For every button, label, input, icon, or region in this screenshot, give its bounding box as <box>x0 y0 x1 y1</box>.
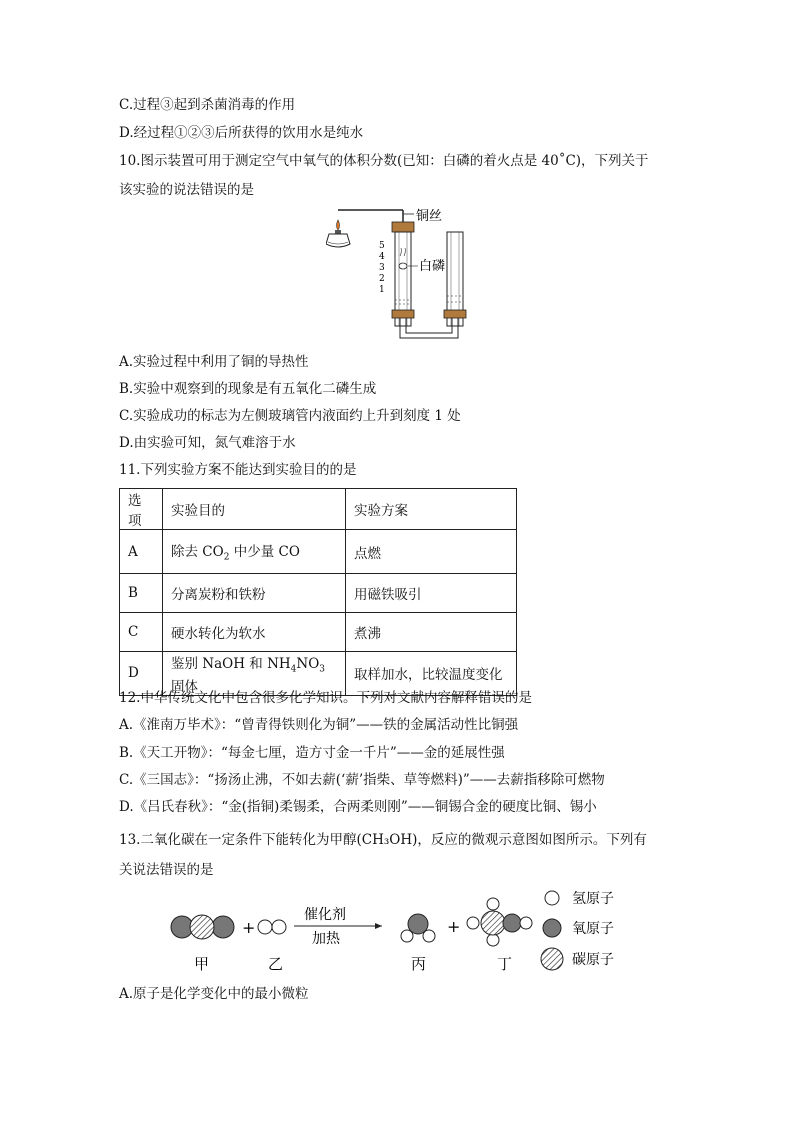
question-12: 12.中华传统文化中包含很多化学知识。下列对文献内容解释错误的是 <box>119 690 532 706</box>
table-header: 选项 <box>120 489 163 530</box>
table-cell-goal: 鉴别 NaOH 和 $NH_4NO_3$ 固体 <box>163 652 346 696</box>
copper-wire-label: 铜丝 <box>416 209 443 224</box>
table-header: 实验方案 <box>346 489 517 530</box>
table-row <box>120 613 517 652</box>
scale-5: 5 <box>379 241 385 251</box>
phosphorus-label: 白磷 <box>419 259 446 274</box>
table-header: 实验目的 <box>163 489 346 530</box>
option-b12: B.《天工开物》：“每金七厘，造方寸金一千片”——金的延展性强 <box>119 745 505 761</box>
alcohol-lamp-icon <box>326 220 350 247</box>
table-cell-option: A <box>120 530 163 574</box>
label-yi: 乙 <box>268 955 284 973</box>
question-10-line1: 10.图示装置可用于测定空气中氧气的体积分数(已知：白磷的着火点是 40˚C)，下列关于 <box>119 153 649 169</box>
svg-text:+: + <box>447 917 461 936</box>
label-jia: 甲 <box>194 955 210 973</box>
table-cell-goal: 分离炭粉和铁粉 <box>163 574 346 613</box>
left-glass-tube <box>392 222 414 326</box>
legend-carbon: 碳原子 <box>572 952 614 968</box>
right-glass-tube <box>444 232 466 326</box>
scale-4: 4 <box>379 252 385 262</box>
option-a12: A.《淮南万毕术》：“曾青得铁则化为铜”——铁的金属活动性比铜强 <box>119 717 519 733</box>
table-row <box>120 530 517 574</box>
table-row <box>120 574 517 613</box>
oxygen-apparatus-diagram <box>326 206 496 348</box>
table-cell-method: 取样加水，比较温度变化 <box>346 652 517 696</box>
white-phosphorus <box>399 263 407 269</box>
legend-oxygen: 氧原子 <box>572 921 614 937</box>
option-d10: D.由实验可知，氮气难溶于水 <box>119 435 296 451</box>
h2-molecule <box>258 920 286 934</box>
catalyst-label: 催化剂 <box>304 907 346 923</box>
table-cell-option: B <box>120 574 163 613</box>
scale-3: 3 <box>379 263 385 273</box>
heat-label: 加热 <box>312 931 340 947</box>
table-cell-method: 用磁铁吸引 <box>346 574 517 613</box>
experiment-table <box>119 488 517 696</box>
question-11: 11.下列实验方案不能达到实验目的的是 <box>119 462 357 478</box>
legend <box>541 891 614 970</box>
option-d9: D.经过程①②③后所获得的饮用水是纯水 <box>119 125 364 141</box>
option-a13: A.原子是化学变化中的最小微粒 <box>119 986 309 1002</box>
svg-text:+: + <box>242 918 256 937</box>
table-cell-method: 点燃 <box>346 530 517 574</box>
option-c9: C.过程③起到杀菌消毒的作用 <box>119 97 296 113</box>
h2o-molecule <box>401 914 435 942</box>
option-a10: A.实验过程中利用了铜的导热性 <box>119 354 309 370</box>
table-cell-option: D <box>120 652 163 696</box>
question-13-line2: 关说法错误的是 <box>119 862 214 878</box>
option-c12: C.《三国志》：“扬汤止沸，不如去薪(‘薪’指柴、草等燃料)”——去薪指移除可燃物 <box>119 772 605 788</box>
question-10-line2: 该实验的说法错误的是 <box>119 182 254 198</box>
reaction-micro-diagram <box>160 884 640 984</box>
scale-1: 1 <box>379 285 385 295</box>
question-13-line1: 13.二氧化碳在一定条件下能转化为甲醇(CH₃OH)，反应的微观示意图如图所示。下列有 <box>119 832 647 848</box>
table-cell-method: 煮沸 <box>346 613 517 652</box>
methanol-molecule <box>467 898 532 946</box>
legend-hydrogen: 氢原子 <box>572 891 614 907</box>
table-cell-goal: 除去 $CO_2$ 中少量 CO <box>163 530 346 574</box>
table-cell-option: C <box>120 613 163 652</box>
table-header-row <box>120 489 517 530</box>
co2-molecule <box>171 915 234 939</box>
table-cell-goal: 硬水转化为软水 <box>163 613 346 652</box>
option-b10: B.实验中观察到的现象是有五氧化二磷生成 <box>119 381 377 397</box>
option-c10: C.实验成功的标志为左侧玻璃管内液面约上升到刻度 1 处 <box>119 408 461 424</box>
option-d12: D.《吕氏春秋》：“金(指铜)柔锡柔，合两柔则刚”——铜锡合金的硬度比铜、锡小 <box>119 799 597 815</box>
label-bing: 丙 <box>411 955 427 973</box>
scale-2: 2 <box>379 274 385 284</box>
label-ding: 丁 <box>497 955 513 973</box>
